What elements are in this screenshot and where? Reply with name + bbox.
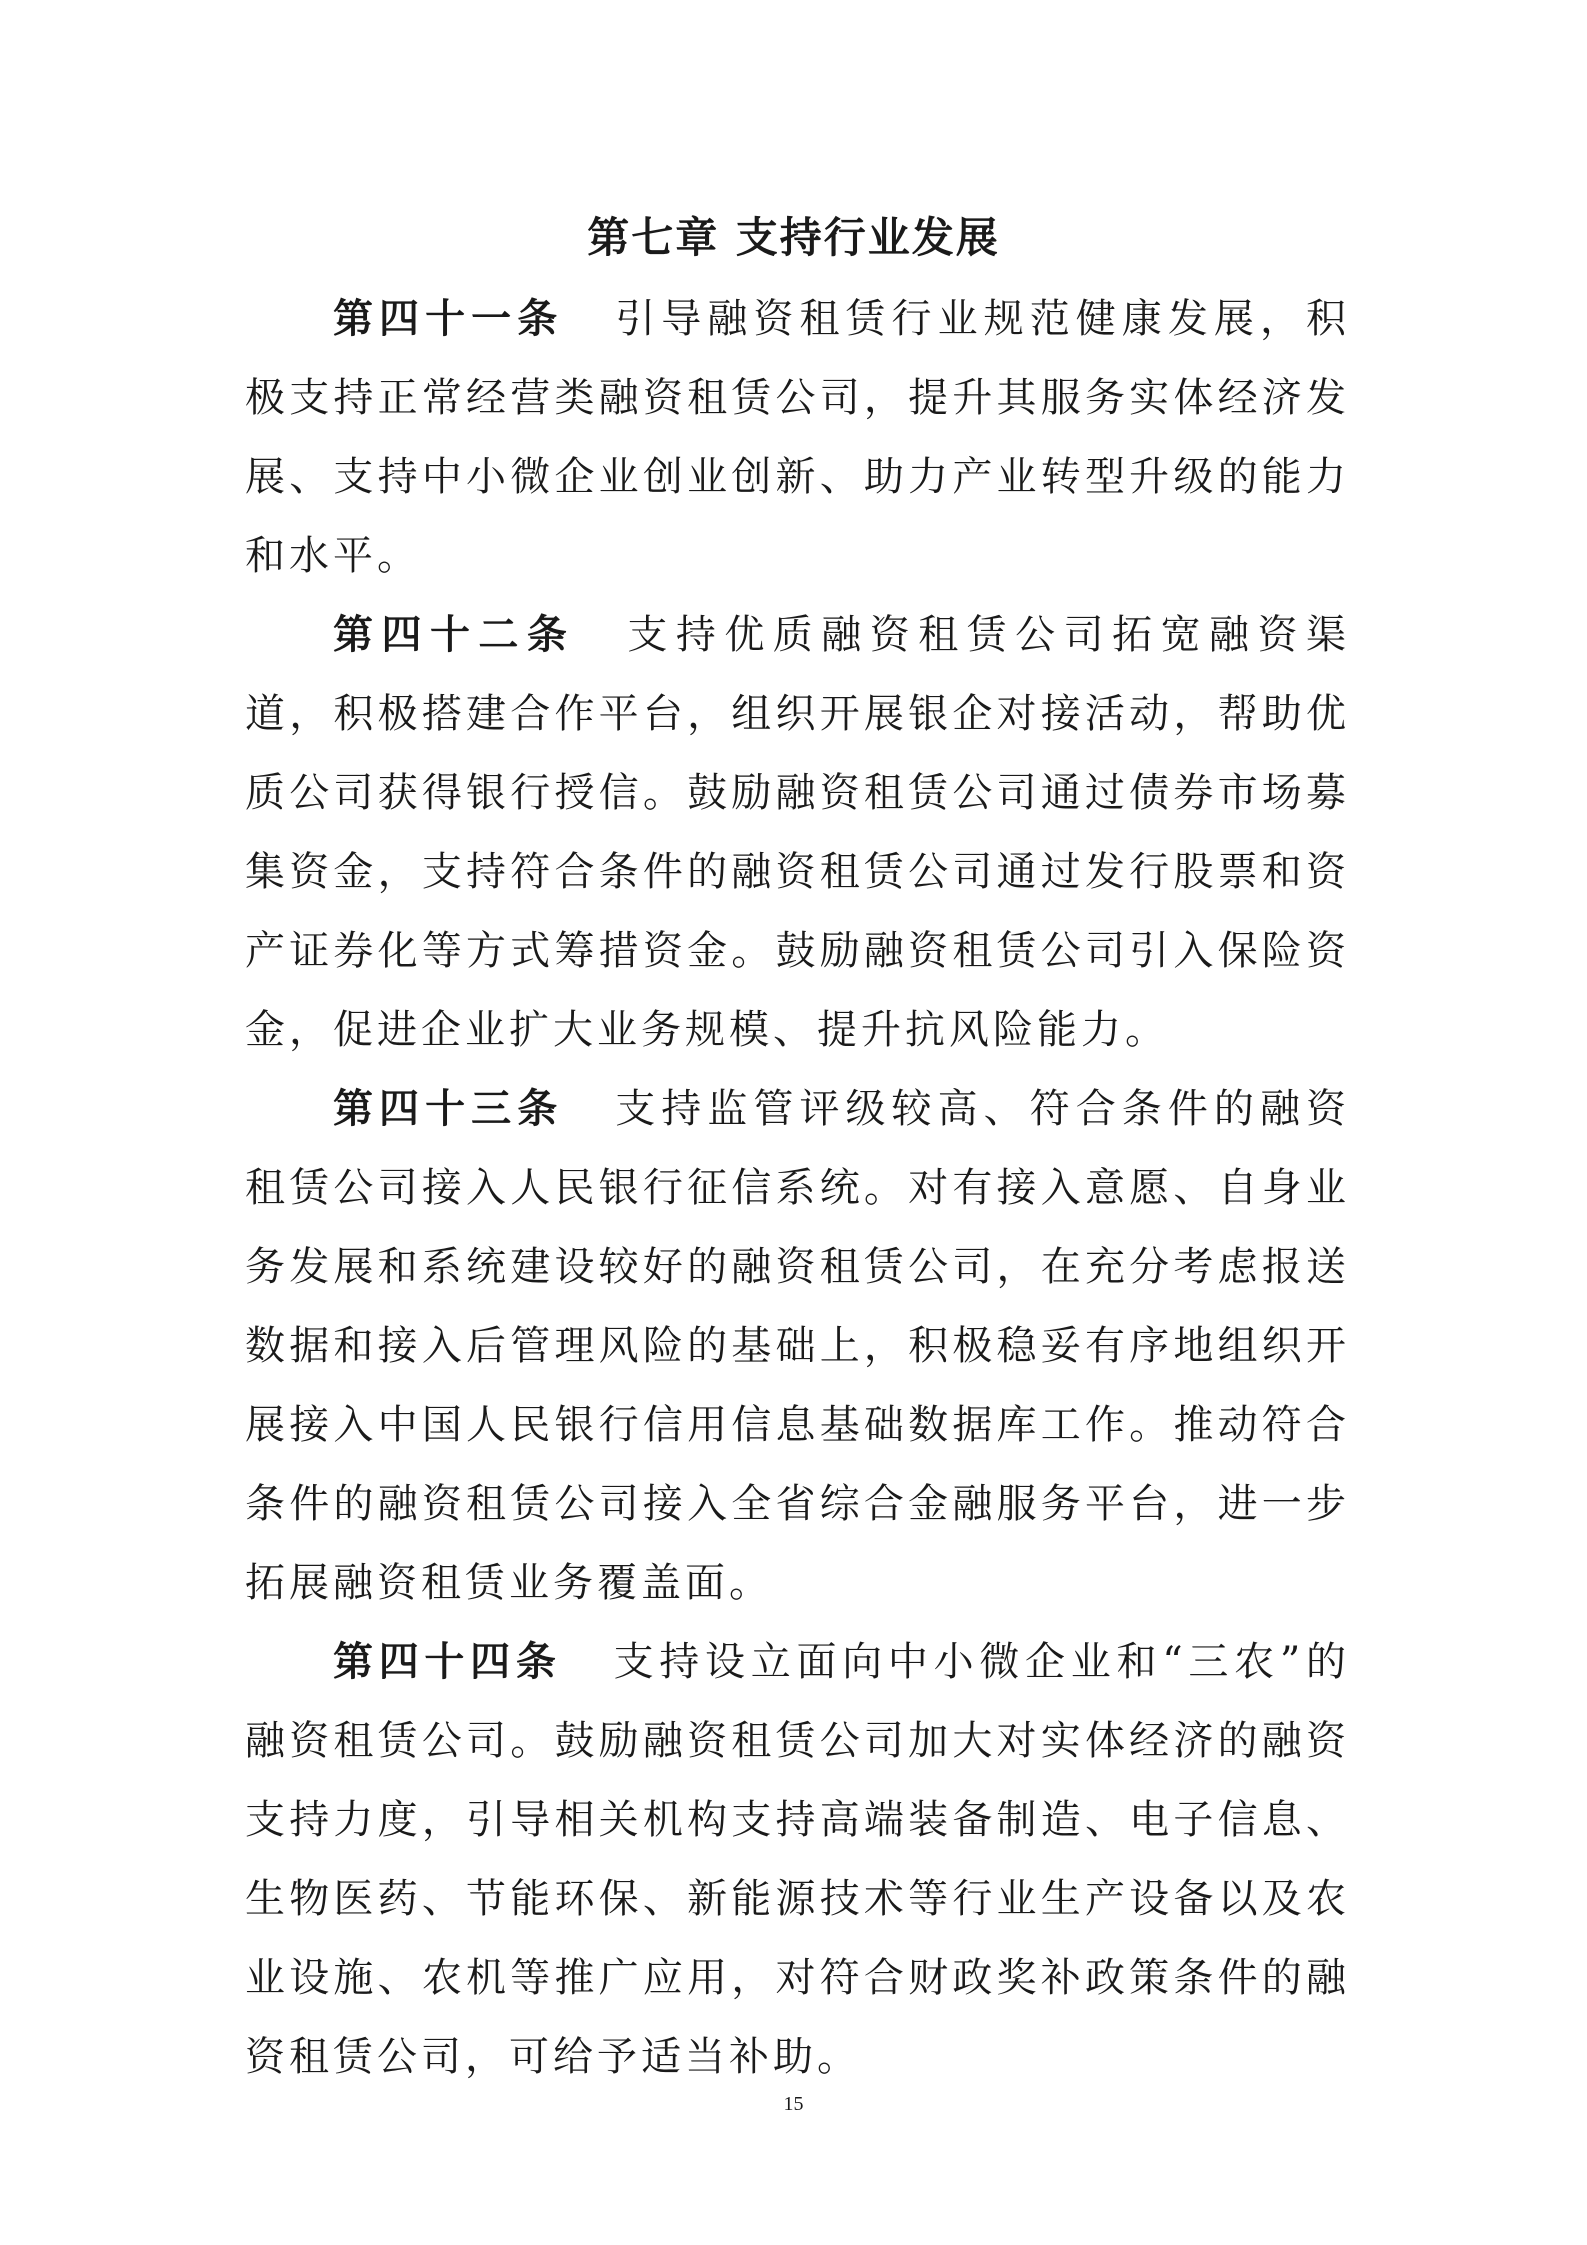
chapter-title: 第七章 支持行业发展 <box>587 213 1000 262</box>
article-text: 支持设立面向中小微企业和“三农”的融资租赁公司。鼓励融资租赁公司加大对实体经济的融资支持力度，引导相关机构支持高端装备制造、电子信息、生物医药、节能环保、新能源技术等行业生产设备以及农业设施、农机等推广应用，对符合财政奖补政策条件的融资租赁公司，可给予适当补助。 <box>245 1639 1350 2080</box>
article-41 <box>245 280 1350 596</box>
article-42 <box>245 596 1350 1070</box>
article-text: 支持优质融资租赁公司拓宽融资渠道，积极搭建合作平台，组织开展银企对接活动，帮助优质公司获得银行授信。鼓励融资租赁公司通过债券市场募集资金，支持符合条件的融资租赁公司通过发行股票和资产证券化等方式筹措资金。鼓励融资租赁公司引入保险资金，促进企业扩大业务规模、提升抗风险能力。 <box>245 612 1351 1053</box>
article-text: 支持监管评级较高、符合条件的融资租赁公司接入人民银行征信系统。对有接入意愿、自身业务发展和系统建设较好的融资租赁公司，在充分考虑报送数据和接入后管理风险的基础上，积极稳妥有序地组织开展接入中国人民银行信用信息基础数据库工作。推动符合条件的融资租赁公司接入全省综合金融服务平台，进一步拓展融资租赁业务覆盖面。 <box>245 1086 1350 1606</box>
article-44 <box>245 1623 1350 2097</box>
page-number: 15 <box>783 2093 804 2115</box>
article-label: 第四十四条 <box>333 1639 562 1685</box>
article-label: 第四十三条 <box>333 1086 564 1132</box>
article-43 <box>245 1070 1350 1623</box>
body-text <box>245 280 1350 2097</box>
article-label: 第四十一条 <box>333 296 564 342</box>
article-label: 第四十二条 <box>333 612 576 658</box>
article-text: 引导融资租赁行业规范健康发展，积极支持正常经营类融资租赁公司，提升其服务实体经济发展、支持中小微企业创业创新、助力产业转型升级的能力和水平。 <box>245 296 1350 579</box>
